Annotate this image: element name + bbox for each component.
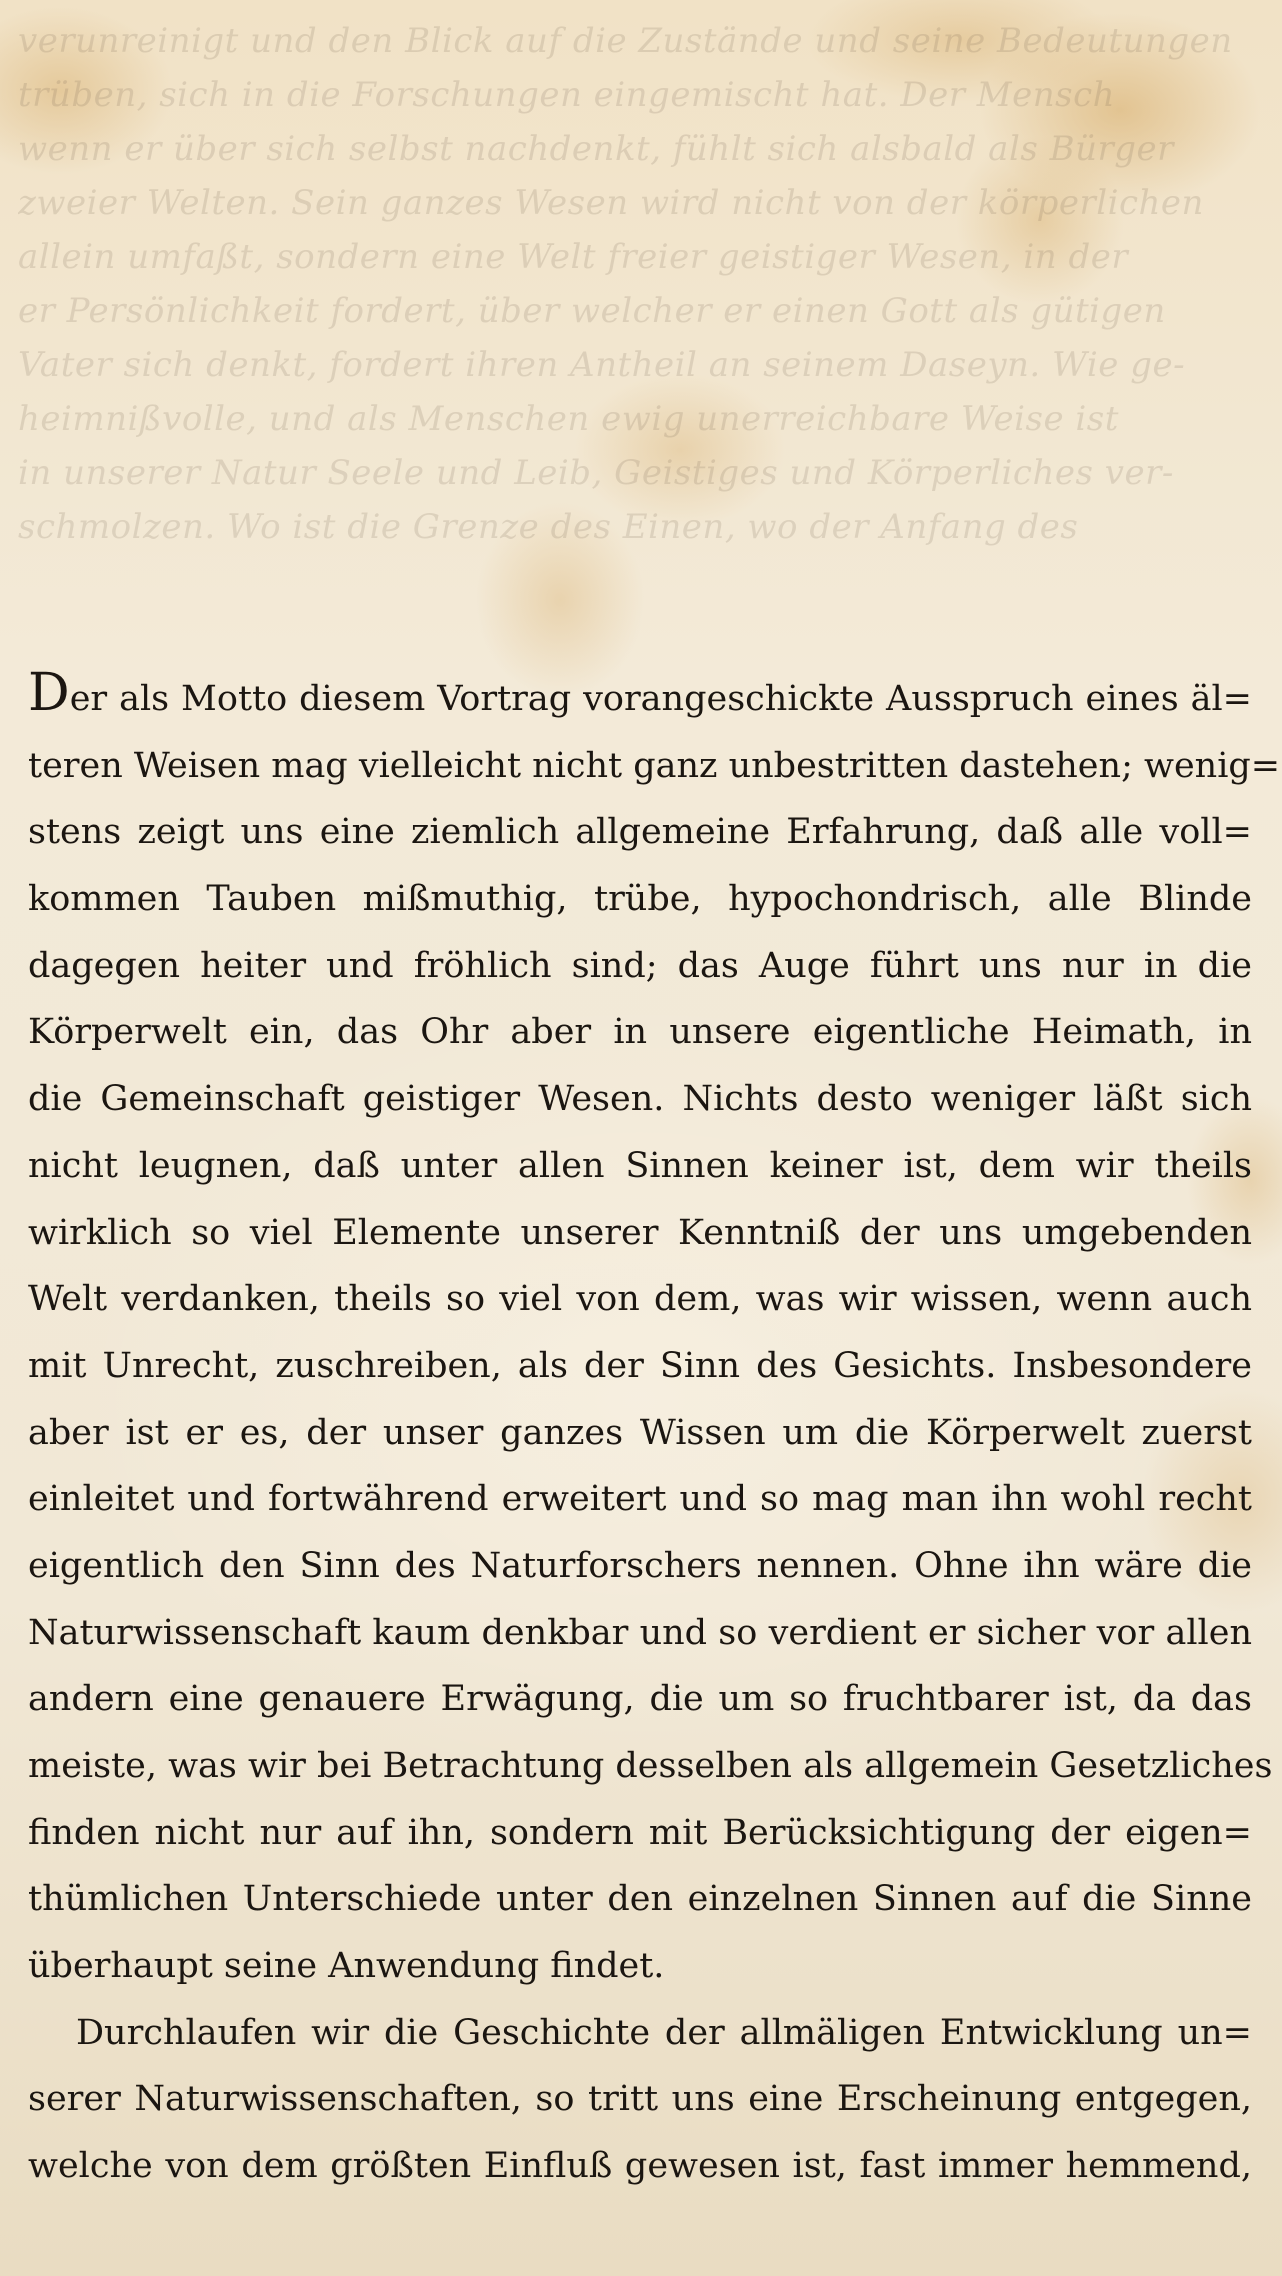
paragraph-1 [28,663,1281,2000]
text-line: andern eine genauere Erwägung, die um so fruchtbarer ist, da das [28,1679,1252,1720]
bleed-line: heimnißvolle, und als Menschen ewig unerreichbare Weise ist [18,399,1119,439]
text-line: Körperwelt ein, das Ohr aber in unsere eigentliche Heimath, in [28,1012,1252,1053]
text-line: die Gemeinschaft geistiger Wesen. Nichts desto weniger läßt sich [28,1079,1252,1120]
bleed-line: er Persönlichkeit fordert, über welcher er einen Gott als gütigen [18,291,1166,331]
text-line: eigentlich den Sinn des Naturforschers nennen. Ohne ihn wäre die [28,1545,1252,1586]
text-line: kommen Tauben mißmuthig, trübe, hypochondrisch, alle Blinde [28,879,1252,920]
bleed-line: trüben, sich in die Forschungen eingemischt hat. Der Mensch [18,75,1116,115]
bleed-line: Vater sich denkt, fordert ihren Antheil an seinem Daseyn. Wie ge- [18,345,1186,385]
body-text [28,663,1281,2200]
bleed-line: verunreinigt und den Blick auf die Zustände und seine Bedeutungen [18,21,1233,61]
text-line: dagegen heiter und fröhlich sind; das Auge führt uns nur in die [28,945,1252,986]
text-line: mit Unrecht, zuschreiben, als der Sinn des Gesichts. Insbesondere [28,1345,1252,1386]
text-line: finden nicht nur auf ihn, sondern mit Berücksichtigung der eigen= [28,1812,1252,1853]
text-line: welche von dem größten Einfluß gewesen ist, fast immer hemmend, [28,2146,1252,2187]
text-line-content: er als Motto diesem Vortrag vorangeschickte Ausspruch eines äl= [69,679,1252,719]
text-line: Naturwissenschaft kaum denkbar und so verdient er sicher vor allen [28,1612,1252,1653]
bleed-line: schmolzen. Wo ist die Grenze des Einen, wo der Anfang des [18,507,1079,547]
bleed-through-text [18,14,1258,554]
text-line: teren Weisen mag vielleicht nicht ganz unbestritten dastehen; wenig= [28,745,1281,786]
text-line: serer Naturwissenschaften, so tritt uns eine Erscheinung entgegen, [28,2079,1252,2120]
text-line: Welt verdanken, theils so viel von dem, was wir wissen, wenn auch [28,1279,1252,1320]
bleed-line: zweier Welten. Sein ganzes Wesen wird nicht von der körperlichen [18,183,1204,223]
text-line: meiste, was wir bei Betrachtung desselben als allgemein Gesetzliches [28,1746,1273,1786]
text-line: einleitet und fortwährend erweitert und so mag man ihn wohl recht [28,1479,1252,1520]
text-line: Durchlaufen wir die Geschichte der allmäligen Entwicklung un= [76,2012,1252,2053]
paragraph-2 [28,2000,1252,2200]
text-line: aber ist er es, der unser ganzes Wissen um die Körperwelt zuerst [28,1412,1252,1453]
text-line: nicht leugnen, daß unter allen Sinnen keiner ist, dem wir theils [28,1145,1252,1186]
bleed-line: wenn er über sich selbst nachdenkt, fühlt sich alsbald als Bürger [18,129,1174,169]
text-line: thümlichen Unterschiede unter den einzelnen Sinnen auf die Sinne [28,1879,1252,1920]
bleed-line: in unserer Natur Seele und Leib, Geistiges und Körperliches ver- [18,453,1174,493]
text-line [28,663,1252,733]
drop-cap: D [28,663,70,723]
text-line: stens zeigt uns eine ziemlich allgemeine Erfahrung, daß alle voll= [28,812,1252,853]
text-line: wirklich so viel Elemente unserer Kenntniß der uns umgebenden [28,1212,1252,1253]
text-line: überhaupt seine Anwendung findet. [28,1946,665,1987]
bleed-line: allein umfaßt, sondern eine Welt freier geistiger Wesen, in der [18,237,1129,277]
